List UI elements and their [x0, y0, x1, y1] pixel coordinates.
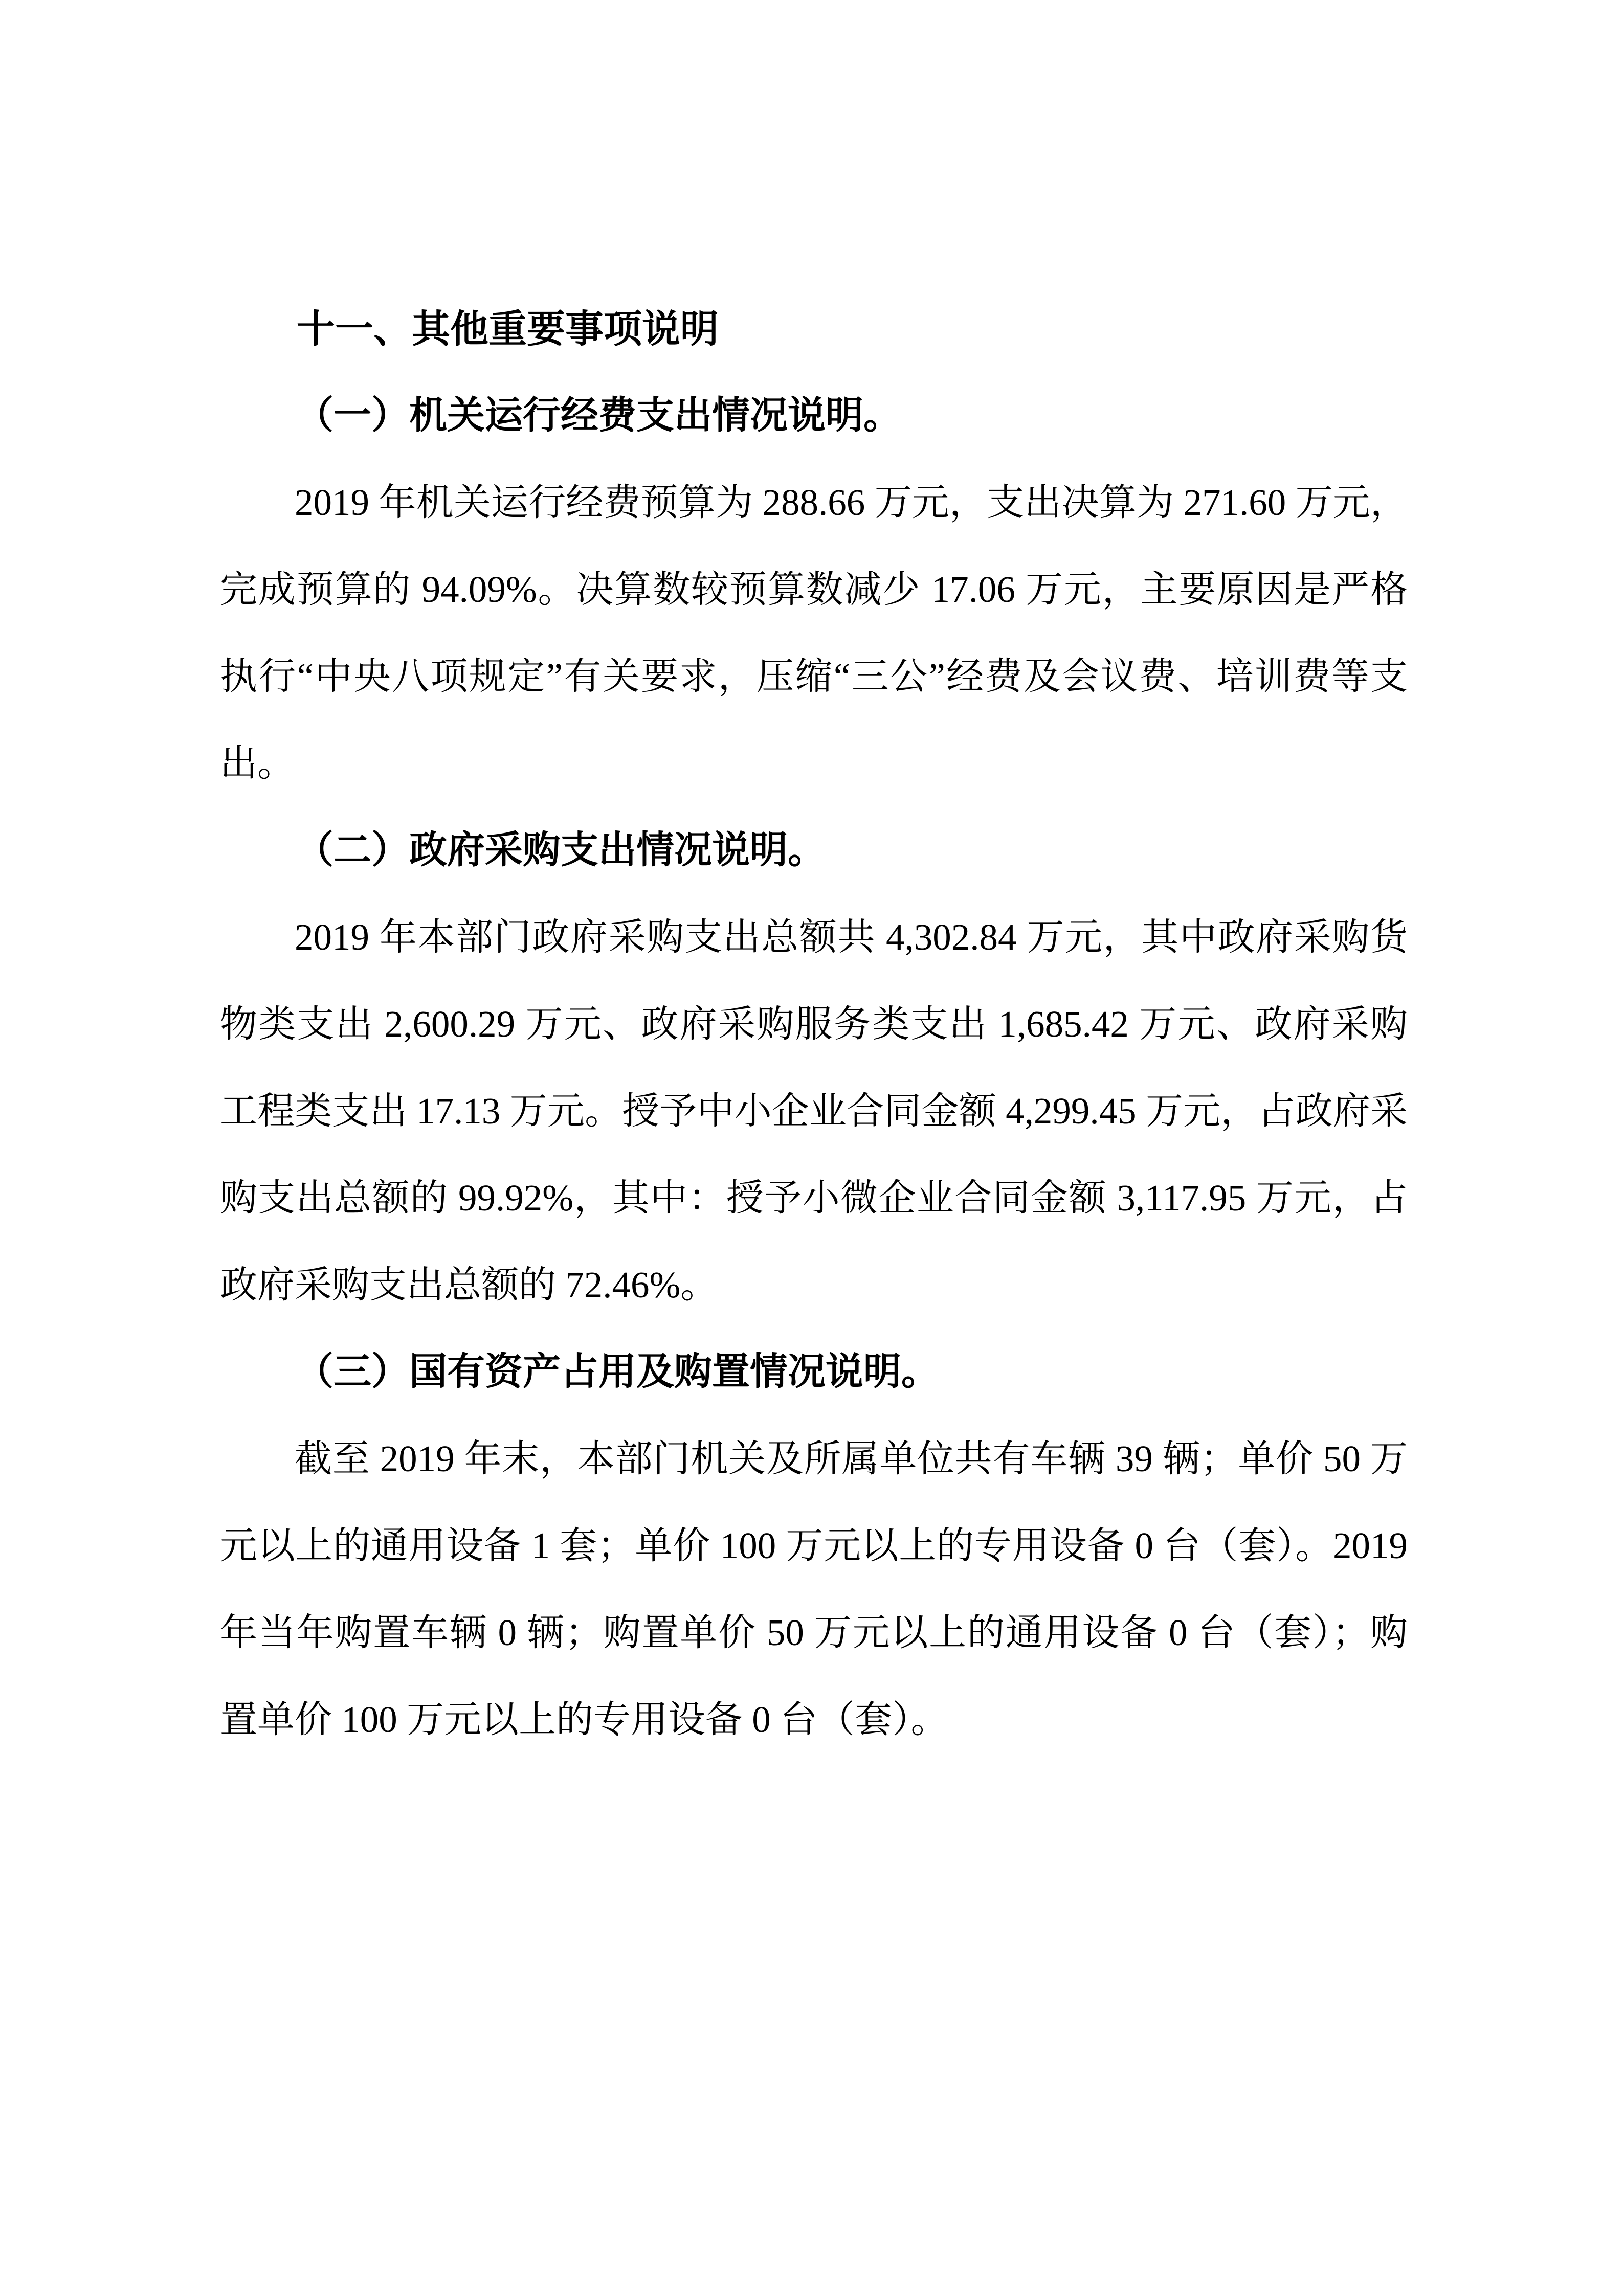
document-title: 十一、其他重要事项说明: [297, 307, 719, 350]
section-1-paragraph: 2019 年机关运行经费预算为 288.66 万元，支出决算为 271.60 万元，完成预算的 94.09%。决算数较预算数减少 17.06 万元，主要原因是严格执行“中央八项规定”有关要求，压缩“三公”经费及会议费、培训费等支出。: [220, 482, 1408, 784]
section-2-paragraph: 2019 年本部门政府采购支出总额共 4,302.84 万元，其中政府采购货物类支出 2,600.29 万元、政府采购服务类支出 1,685.42 万元、政府采购工程类支出 17.13 万元。授予中小企业合同金额 4,299.45 万元，占政府采购支出总额的 99.92%，其中：授予小微企业合同金额 3,117.95 万元，占政府采购支出总额的 72.46%。: [220, 916, 1408, 1305]
section-2-heading: （二）政府采购支出情况说明。: [296, 829, 826, 871]
section-3-heading: （三）国有资产占用及购置情况说明。: [296, 1351, 939, 1393]
section-3-paragraph: 截至 2019 年末，本部门机关及所属单位共有车辆 39 辆；单价 50 万元以上的通用设备 1 套；单价 100 万元以上的专用设备 0 台（套）。2019 年当年购置车辆 0 辆；购置单价 50 万元以上的通用设备 0 台（套）；购置单价 100 万元以上的专用设备 0 台（套）。: [220, 1438, 1408, 1740]
document-content: [220, 285, 1408, 1763]
section-1-heading: （一）机关运行经费支出情况说明。: [296, 395, 901, 437]
